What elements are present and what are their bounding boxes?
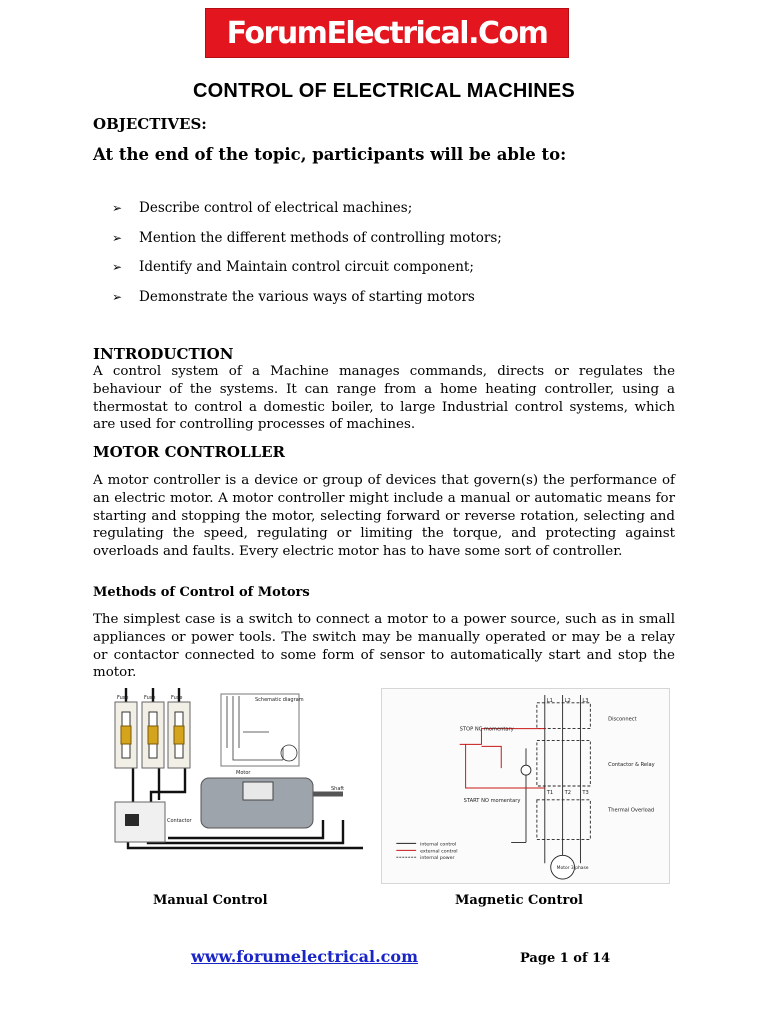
- fuse-block: [115, 702, 190, 768]
- legend-item: internal power: [420, 856, 455, 862]
- objectives-intro: At the end of the topic, participants will be able to:: [93, 145, 567, 164]
- start-button-label: START NO momentary: [463, 797, 521, 804]
- magnetic-control-caption: Magnetic Control: [455, 893, 583, 908]
- contactor: [115, 802, 193, 842]
- fuse-label: Fuse: [144, 695, 156, 701]
- arrow-bullet-icon: ➢: [112, 201, 123, 215]
- disconnect-label: Disconnect: [608, 716, 637, 723]
- motor-label: Motor: [236, 770, 251, 776]
- objectives-heading: OBJECTIVES:: [93, 115, 207, 133]
- list-item: ➢ Identify and Maintain control circuit component;: [112, 259, 474, 275]
- list-item: ➢ Mention the different methods of controlling motors;: [112, 229, 502, 246]
- fuse-label: Fuse: [171, 695, 183, 701]
- shaft-label: Shaft: [331, 786, 345, 792]
- methods-text: The simplest case is a switch to connect a motor to a power source, such as in small appliances or power tools. The switch may be manually operated or may be a relay or contactor connected to some form of sensor to automatically start and stop the motor.: [93, 612, 675, 681]
- brand-banner: [205, 8, 569, 58]
- manual-control-diagram: [93, 688, 363, 858]
- list-item: ➢ Demonstrate the various ways of starting motors: [112, 288, 475, 305]
- arrow-bullet-icon: ➢: [112, 260, 123, 274]
- motor-controller-text: A motor controller is a device or group of devices that govern(s) the performance of an electric motor. A motor controller might include a manual or automatic means for starting and stopping the motor, selecting forward or reverse rotation, selecting and regulating the speed, regulating or limiting the torque, and protecting against overloads and faults. Every electric motor has to have some sort of controller.: [93, 473, 675, 560]
- manual-control-caption: Manual Control: [153, 893, 268, 908]
- line-l2-label: L2: [564, 697, 571, 704]
- thermal-overload-label: Thermal Overload: [608, 807, 655, 814]
- introduction-text: A control system of a Machine manages commands, directs or regulates the behaviour of the systems. It can range from a home heating controller, using a thermostat to control a domestic boiler, to large Industrial control systems, which are used for controlling processes of machines.: [93, 364, 675, 433]
- motor-controller-heading: MOTOR CONTROLLER: [93, 443, 285, 461]
- wiring-legend: [396, 841, 457, 861]
- terminal-t1-label: T1: [546, 789, 554, 796]
- brand-logo-text: ForumElectrical.Com: [226, 15, 548, 51]
- line-l1-label: L1: [546, 697, 553, 704]
- schematic-label: Schematic diagram: [255, 697, 304, 703]
- page-title: CONTROL OF ELECTRICAL MACHINES: [193, 80, 575, 102]
- legend-item: external control: [420, 849, 458, 855]
- arrow-bullet-icon: ➢: [112, 230, 123, 245]
- terminal-t3-label: T3: [582, 789, 589, 796]
- contactor-label: Contactor: [167, 818, 192, 824]
- contactor-relay-label: Contactor & Relay: [608, 762, 655, 769]
- introduction-heading: INTRODUCTION: [93, 345, 234, 363]
- magnetic-control-diagram: [381, 688, 670, 884]
- website-link[interactable]: www.forumelectrical.com: [191, 947, 419, 966]
- control-wiring: [459, 726, 545, 788]
- motor: [201, 770, 344, 828]
- legend-item: internal control: [420, 842, 457, 848]
- stop-button-label: STOP NC momentary: [459, 726, 514, 733]
- objectives-list: [112, 200, 502, 318]
- fuse-label: Fuse: [117, 695, 129, 701]
- schematic-inset: [221, 694, 304, 766]
- terminal-t2-label: T2: [564, 789, 572, 796]
- arrow-bullet-icon: ➢: [112, 289, 123, 304]
- methods-heading: Methods of Control of Motors: [93, 585, 310, 600]
- page-number: Page 1 of 14: [520, 951, 611, 966]
- motor-label: Motor 3 phase: [556, 866, 589, 872]
- list-item: ➢ Describe control of electrical machines;: [112, 200, 413, 216]
- line-l3-label: L3: [582, 697, 589, 704]
